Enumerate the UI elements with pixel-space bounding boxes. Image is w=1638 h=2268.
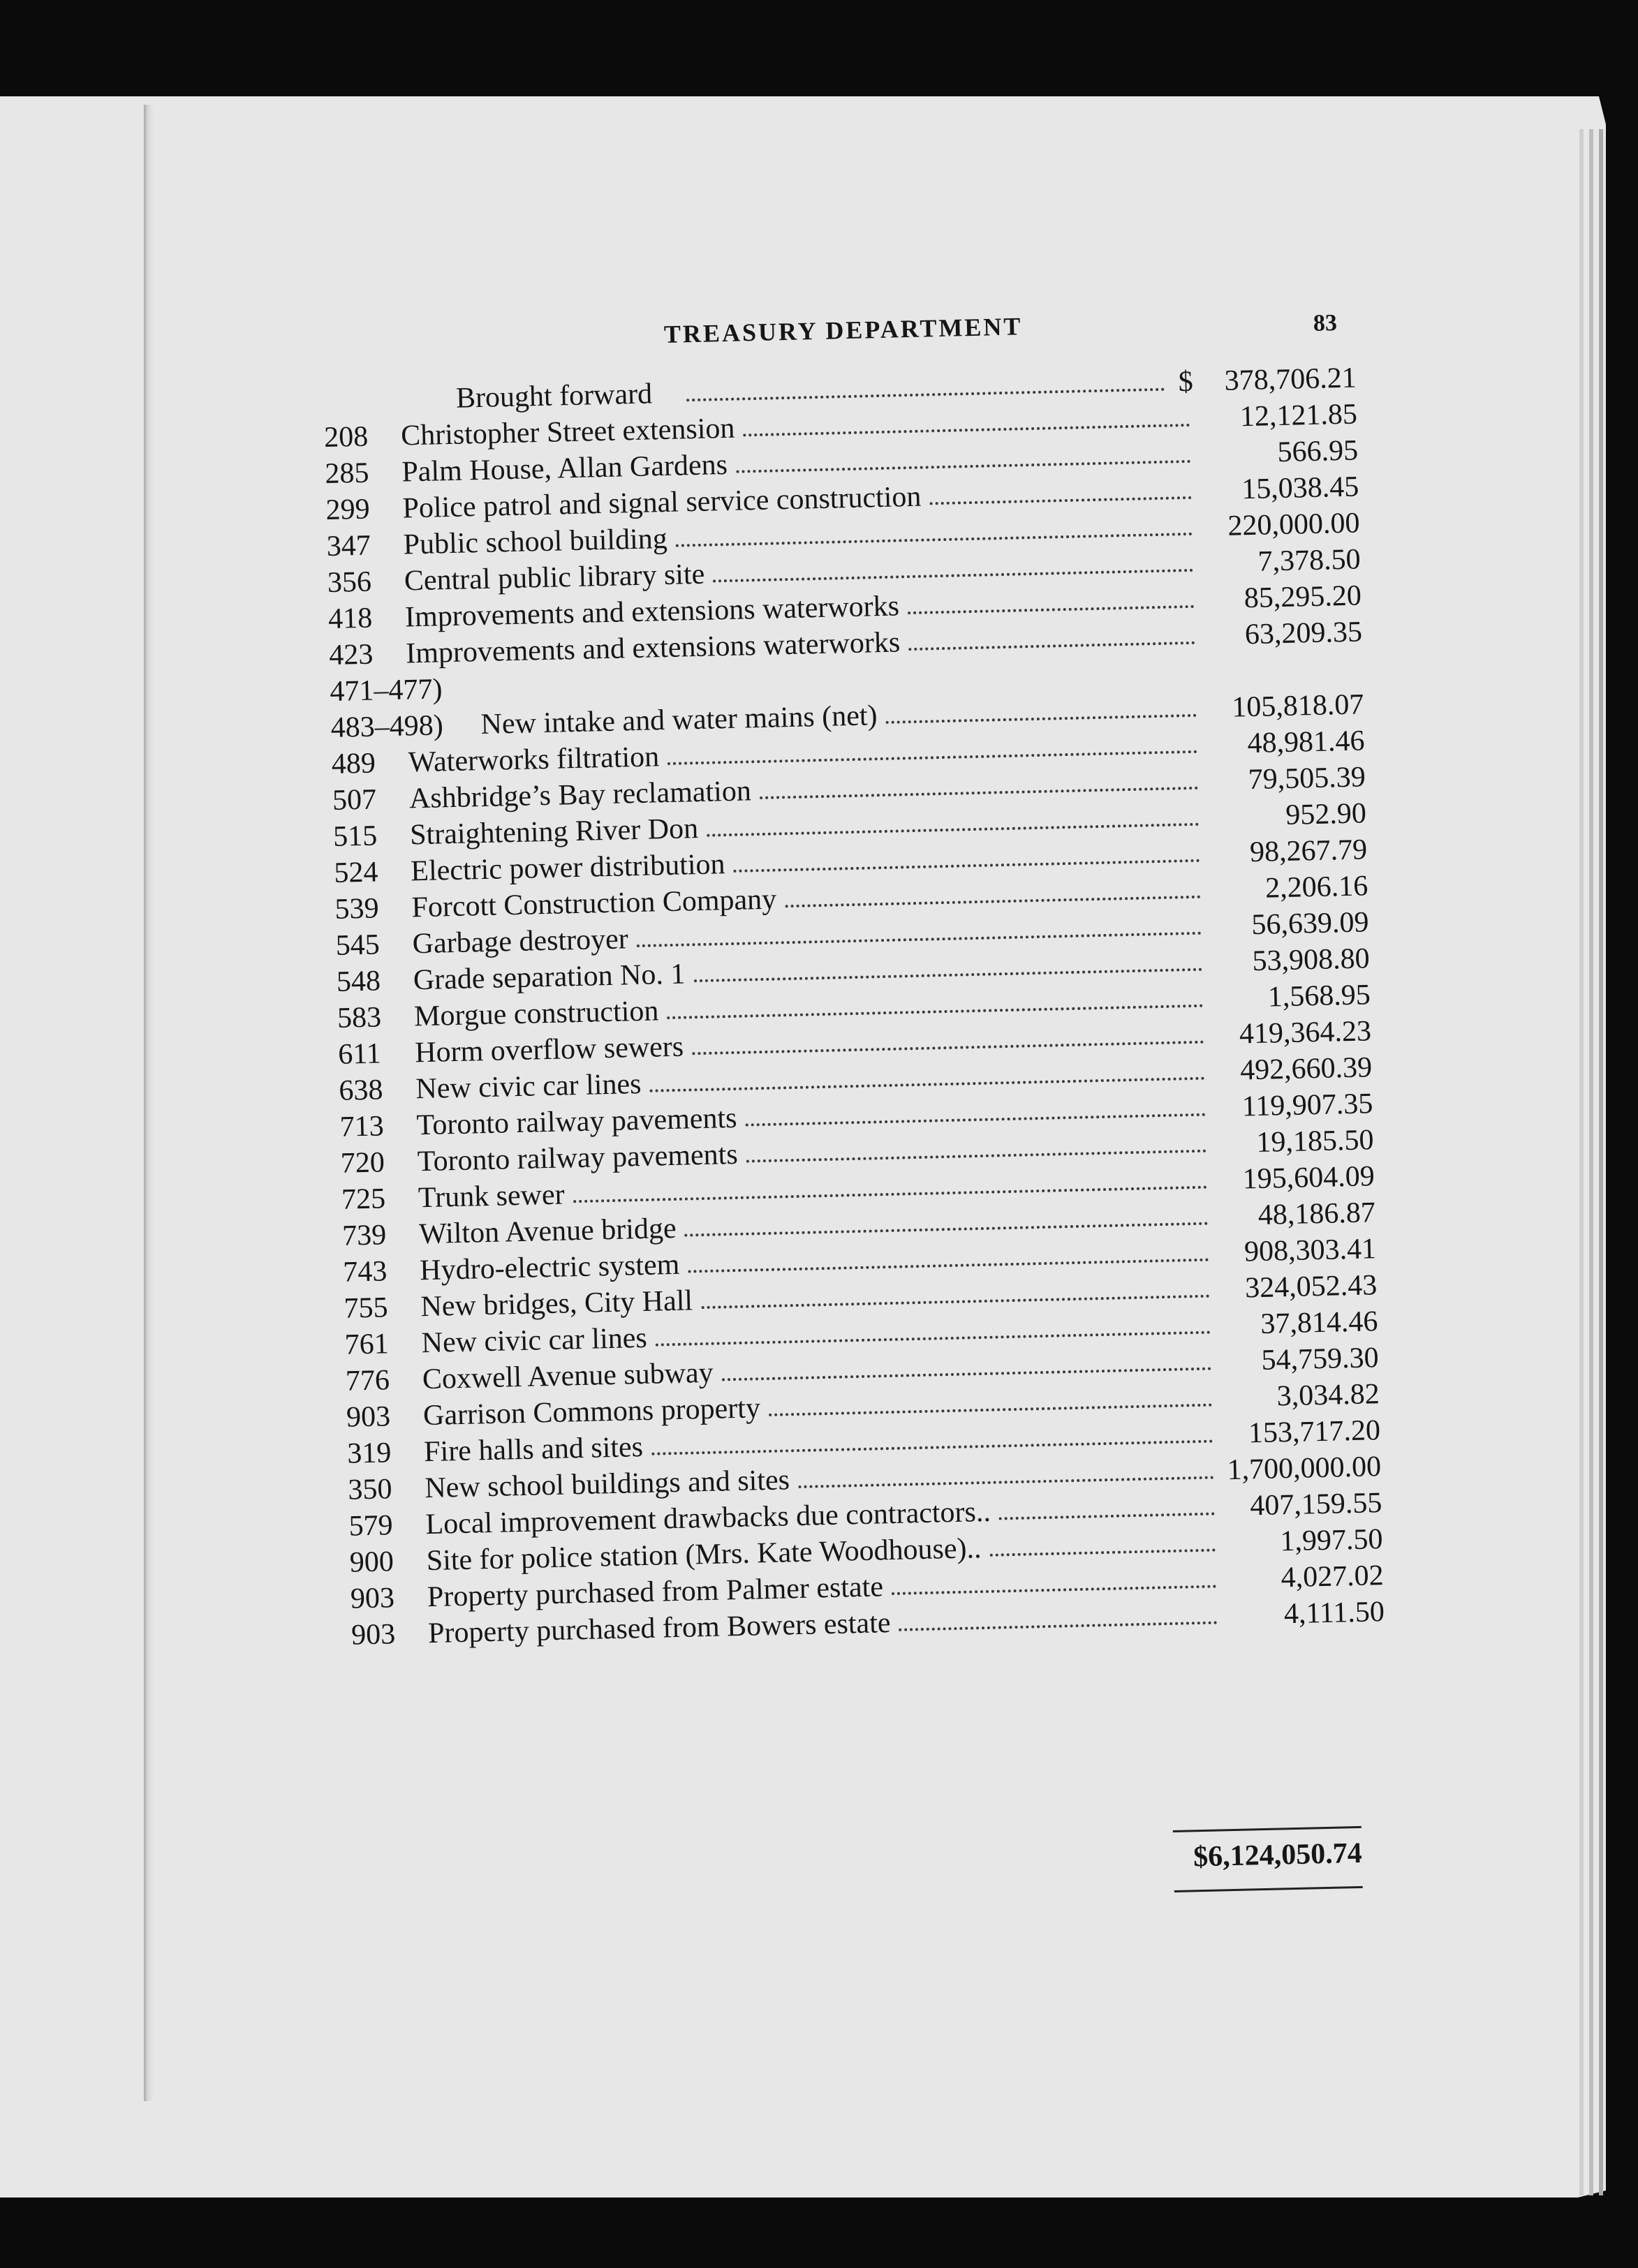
entry-description: Central public library site (404, 558, 705, 598)
entry-description: Toronto railway pavements (417, 1138, 739, 1178)
entry-description: New bridges, City Hall (420, 1284, 693, 1324)
bracket-code: 471–477) (329, 673, 443, 708)
entry-amount: 220,000.00 (1227, 507, 1360, 542)
dot-leader (746, 1150, 1207, 1163)
page-binding-edge (144, 105, 154, 2101)
entry-amount: 54,759.30 (1261, 1342, 1380, 1377)
dot-leader (886, 714, 1197, 724)
dot-leader (743, 424, 1190, 437)
entry-code: 319 (346, 1437, 392, 1470)
entry-description: Grade separation No. 1 (413, 958, 686, 997)
entry-code: 720 (340, 1146, 385, 1180)
entry-amount: 48,186.87 (1257, 1196, 1376, 1231)
dot-leader (694, 968, 1202, 983)
page-edge (1589, 129, 1593, 2195)
entry-amount: 908,303.41 (1244, 1233, 1377, 1268)
dot-leader (667, 1005, 1203, 1019)
entry-description: Garrison Commons property (422, 1392, 761, 1432)
entry-code: 347 (326, 529, 371, 563)
entry-amount: 19,185.50 (1255, 1124, 1374, 1159)
dot-leader (684, 1222, 1208, 1237)
entry-amount: 153,717.20 (1248, 1414, 1381, 1450)
entry-description: Property purchased from Palmer estate (427, 1571, 884, 1614)
dot-leader (999, 1513, 1215, 1520)
dot-leader (990, 1548, 1216, 1556)
entry-code: 743 (342, 1255, 388, 1289)
entry-amount: 37,814.46 (1260, 1305, 1378, 1340)
entry-code: 299 (325, 493, 371, 527)
dot-leader (736, 460, 1190, 473)
page-title: TREASURY DEPARTMENT (663, 312, 1023, 348)
entry-code: 761 (344, 1328, 390, 1361)
entry-description: Local improvement drawbacks due contractors.. (425, 1495, 991, 1541)
entry-description: Forcott Construction Company (411, 883, 777, 924)
entry-description: Palm House, Allan Gardens (401, 448, 728, 489)
entry-amount: 48,981.46 (1247, 725, 1366, 760)
entry-description: New civic car lines (421, 1321, 648, 1360)
dot-leader (667, 750, 1197, 765)
grand-total: $6,124,050.74 (1193, 1837, 1363, 1874)
entry-code: 776 (345, 1364, 390, 1398)
dot-leader (650, 1077, 1205, 1092)
entry-code: 285 (324, 457, 369, 491)
entry-description: Trunk sewer (418, 1178, 566, 1215)
entry-code: 739 (341, 1219, 387, 1252)
entry-description: Toronto railway pavements (416, 1102, 737, 1142)
entry-code: 524 (333, 856, 378, 889)
entry-code: 713 (339, 1110, 385, 1143)
bracket-code: 483–498) (330, 709, 444, 744)
entry-description: Waterworks filtration (408, 741, 660, 779)
currency-symbol: $ (1178, 365, 1194, 399)
entry-amount: 407,159.55 (1249, 1487, 1382, 1522)
entry-amount: 419,364.23 (1239, 1015, 1372, 1051)
dot-leader (908, 642, 1195, 651)
entry-description: Police patrol and signal service construction (402, 480, 922, 525)
entry-code: 539 (334, 892, 380, 926)
page-number: 83 (1313, 310, 1338, 336)
entry-code: 638 (338, 1074, 383, 1107)
dot-leader (702, 1295, 1210, 1310)
entry-description: Fire halls and sites (423, 1431, 644, 1469)
entry-amount: 53,908.80 (1252, 942, 1371, 978)
entry-amount: 1,997.50 (1279, 1523, 1383, 1558)
brought-forward-label: Brought forward (455, 378, 653, 415)
entry-description: Wilton Avenue bridge (418, 1212, 677, 1251)
entry-code: 350 (347, 1473, 392, 1506)
entry-description: Site for police station (Mrs. Kate Woodhouse).. (426, 1532, 982, 1578)
entry-code: 900 (349, 1546, 394, 1579)
dot-leader (688, 1259, 1209, 1273)
dot-leader (899, 1621, 1217, 1631)
entry-description: Hydro-electric system (419, 1248, 680, 1287)
page-edge (1599, 129, 1603, 2195)
entry-description: Property purchased from Bowers estate (427, 1607, 891, 1650)
dot-leader (676, 533, 1193, 547)
ledger-content (293, 283, 1391, 1913)
entry-code: 755 (344, 1291, 389, 1325)
entry-amount: 3,034.82 (1276, 1378, 1380, 1413)
brought-forward-amount: 378,706.21 (1224, 362, 1357, 397)
dot-leader (908, 605, 1194, 614)
dot-leader (785, 896, 1201, 907)
entry-amount: 952.90 (1285, 797, 1367, 831)
dot-leader (930, 496, 1192, 505)
entry-amount: 492,660.39 (1239, 1051, 1373, 1087)
entry-code: 545 (335, 928, 381, 962)
entry-code: 611 (337, 1037, 382, 1071)
entry-description: New civic car lines (415, 1067, 642, 1106)
dot-leader (686, 388, 1165, 402)
entry-amount: 56,639.09 (1250, 906, 1369, 942)
entry-description: Straightening River Don (409, 813, 699, 852)
entry-amount: 63,209.35 (1244, 616, 1363, 651)
entry-code: 356 (327, 565, 372, 599)
dot-leader (707, 823, 1199, 837)
dot-leader (637, 932, 1202, 947)
entry-amount: 4,111.50 (1283, 1596, 1385, 1631)
page-header (294, 304, 1356, 370)
entry-code: 579 (348, 1509, 394, 1543)
entry-code: 515 (332, 820, 378, 853)
entry-amount: 1,568.95 (1267, 979, 1371, 1014)
entry-amount: 105,818.07 (1231, 688, 1364, 724)
entry-amount: 1,700,000.00 (1227, 1451, 1382, 1487)
entry-code: 725 (341, 1183, 386, 1216)
dot-leader (722, 1368, 1211, 1381)
page-edge (1579, 129, 1584, 2195)
entry-amount: 12,121.85 (1239, 398, 1358, 433)
entry-code: 903 (351, 1618, 396, 1652)
entry-description: Morgue construction (413, 995, 659, 1033)
entry-amount: 79,505.39 (1248, 761, 1366, 796)
total-rule-top (1173, 1826, 1362, 1832)
dot-leader (651, 1440, 1213, 1455)
dot-leader (760, 787, 1198, 799)
entry-code: 583 (337, 1001, 382, 1035)
entry-code: 507 (332, 783, 377, 817)
dot-leader (713, 569, 1193, 583)
entry-amount: 85,295.20 (1244, 579, 1362, 615)
dot-leader (798, 1476, 1213, 1488)
entry-description: Electric power distribution (410, 848, 726, 888)
entry-code: 208 (323, 420, 369, 454)
entry-code: 548 (336, 965, 381, 998)
entry-amount: 7,378.50 (1257, 543, 1362, 578)
dot-leader (769, 1404, 1212, 1416)
dot-leader (892, 1585, 1216, 1595)
entry-description: Improvements and extensions waterworks (405, 626, 901, 670)
entry-code: 423 (328, 638, 374, 672)
entry-amount: 2,206.16 (1264, 870, 1368, 905)
entry-description: Coxwell Avenue subway (422, 1356, 714, 1396)
dot-leader (733, 859, 1200, 873)
entry-code: 489 (331, 747, 376, 780)
entry-description: Improvements and extensions waterworks (404, 590, 900, 634)
entry-description: New school buildings and sites (424, 1464, 790, 1505)
dot-leader (656, 1331, 1211, 1347)
dot-leader (692, 1041, 1204, 1055)
entry-code: 418 (327, 602, 373, 635)
entry-code: 903 (350, 1582, 395, 1615)
entry-amount: 195,604.09 (1242, 1160, 1375, 1196)
dot-leader (746, 1113, 1206, 1127)
entry-amount: 98,267.79 (1249, 833, 1368, 869)
entry-amount: 324,052.43 (1244, 1269, 1378, 1305)
entry-amount: 15,038.45 (1241, 470, 1359, 506)
entry-description: Public school building (403, 522, 668, 561)
entry-amount: 566.95 (1277, 434, 1359, 469)
entry-code: 903 (346, 1400, 391, 1434)
entry-description: Horm overflow sewers (414, 1030, 684, 1069)
entry-description: Garbage destroyer (412, 923, 629, 961)
entry-amount: 4,027.02 (1281, 1559, 1385, 1594)
entry-description: Ashbridge’s Bay reclamation (408, 775, 752, 815)
entry-description: Christopher Street extension (400, 412, 735, 452)
entry-description: New intake and water mains (net) (480, 699, 878, 741)
entry-amount: 119,907.35 (1241, 1088, 1373, 1123)
